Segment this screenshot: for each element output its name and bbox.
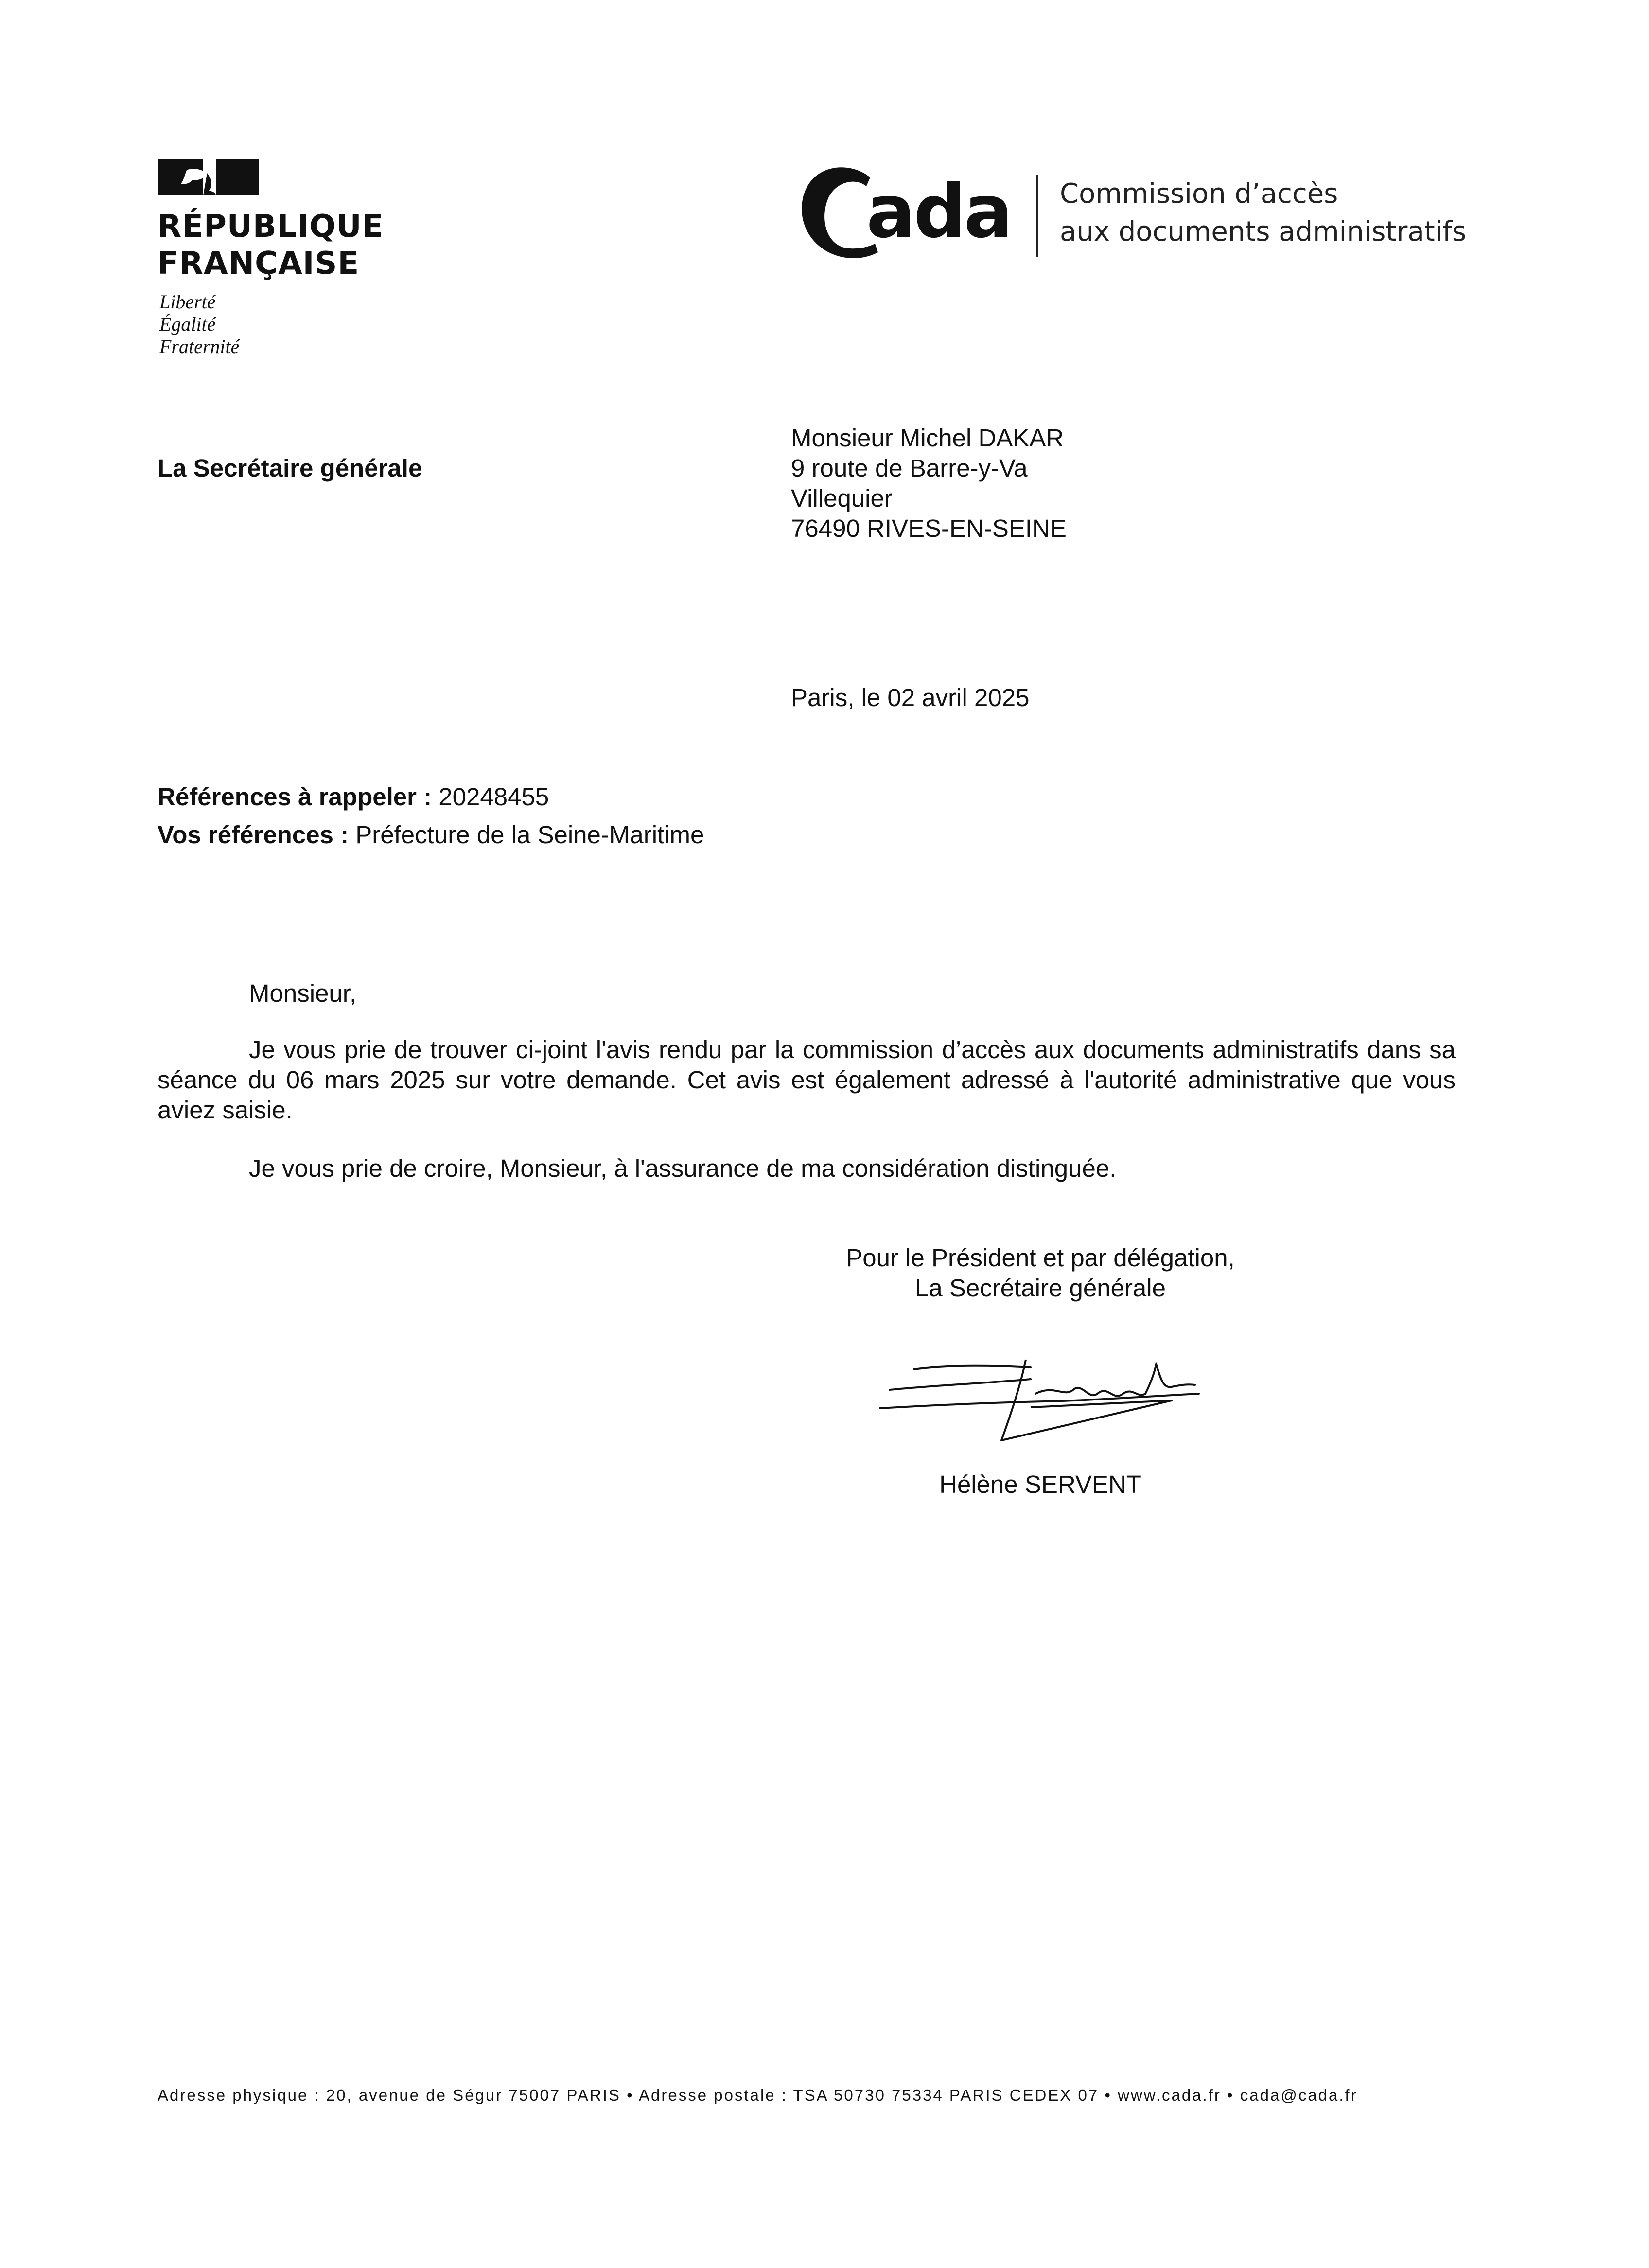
marianne-icon — [158, 159, 259, 195]
references — [158, 782, 704, 850]
recipient-street: 9 route de Barre-y-Va — [791, 454, 1028, 482]
cada-wordmark — [792, 158, 1016, 270]
signature-line1: Pour le Président et par délégation, — [846, 1244, 1235, 1272]
cada-divider — [1036, 175, 1038, 257]
signatory-name: Hélène SERVENT — [939, 1471, 1141, 1498]
reference-vos-label: Vos références : — [158, 821, 349, 849]
letter-date: Paris, le 02 avril 2025 — [791, 684, 1030, 711]
footer-address: Adresse physique : 20, avenue de Ségur 75007 PARIS • Adresse postale : TSA 50730 75334 PARIS CEDEX 07 • www.cada.fr • cada@cada.fr — [158, 2086, 1358, 2104]
reference-rappel — [158, 782, 704, 820]
recipient-city: 76490 RIVES-EN-SEINE — [791, 514, 1067, 542]
devise — [159, 291, 239, 358]
body-paragraph-2: Je vous prie de croire, Monsieur, à l'assurance de ma considération distinguée. — [249, 1154, 1117, 1182]
republique-line2: FRANÇAISE — [158, 246, 360, 282]
reference-rappel-value: 20248455 — [439, 783, 549, 811]
reference-vos — [158, 820, 704, 850]
republique-line1: RÉPUBLIQUE — [158, 209, 384, 245]
marianne-logo — [158, 159, 259, 195]
cada-subtitle-line2: aux documents administratifs — [1060, 216, 1467, 248]
salutation: Monsieur, — [249, 979, 357, 1007]
devise-egalite: Égalité — [159, 313, 216, 335]
sender-title: La Secrétaire générale — [158, 454, 422, 482]
devise-fraternite: Fraternité — [159, 336, 240, 357]
signature-block — [826, 1243, 1254, 1303]
signature-line2: La Secrétaire générale — [914, 1274, 1166, 1302]
devise-liberte: Liberté — [159, 291, 216, 313]
recipient-locality: Villequier — [791, 484, 893, 512]
cada-logo — [792, 158, 1016, 270]
signature-scribble — [870, 1355, 1206, 1447]
recipient-name: Monsieur Michel DAKAR — [791, 424, 1064, 452]
reference-vos-value: Préfecture de la Seine-Maritime — [355, 821, 704, 849]
republique-title — [158, 208, 384, 282]
body-paragraph-1: Je vous prie de trouver ci-joint l'avis rendu par la commission d’accès aux documents administratifs dans sa séance du 06 mars 2025 sur votre demande. Cet avis est également adressé à l'autorité administrative que vous aviez saisie. — [158, 1036, 1456, 1124]
handwritten-signature — [870, 1355, 1206, 1447]
cada-subtitle-line1: Commission d’accès — [1060, 178, 1338, 210]
reference-rappel-label: Références à rappeler : — [158, 783, 432, 811]
recipient-address — [791, 423, 1067, 544]
svg-text:ada: ada — [866, 170, 1011, 254]
cada-subtitle — [1060, 175, 1466, 251]
